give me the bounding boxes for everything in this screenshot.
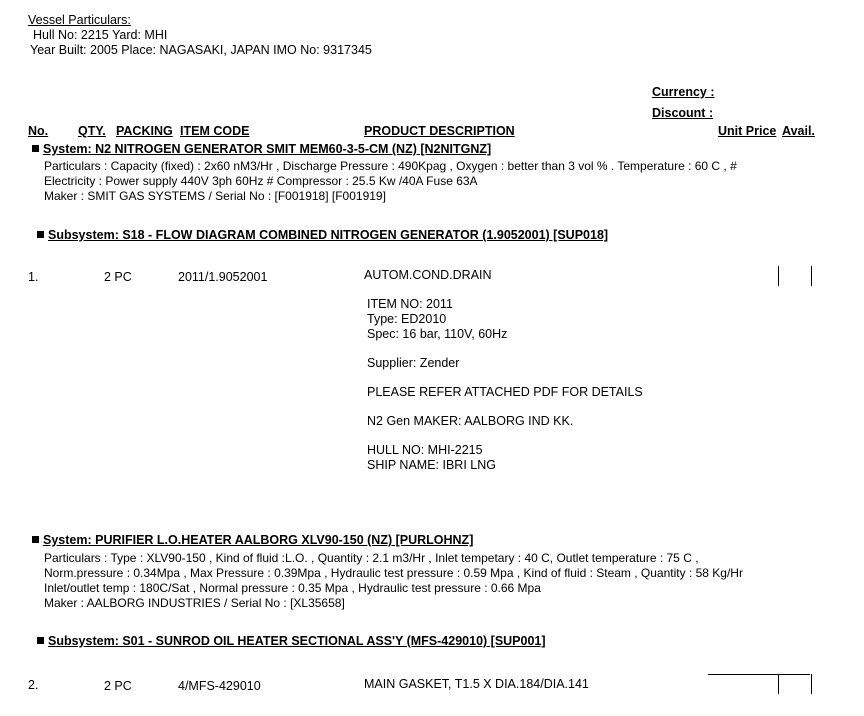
item-no: 2. xyxy=(28,678,39,692)
vessel-year-place-imo: Year Built: 2005 Place: NAGASAKI, JAPAN IMO No: 9317345 xyxy=(30,43,372,57)
bullet-icon xyxy=(32,536,39,543)
system-particulars xyxy=(44,159,737,204)
price-avail-box xyxy=(778,266,812,286)
item-code: 4/MFS-429010 xyxy=(178,679,261,693)
subsystem-title-text: Subsystem: S01 - SUNROD OIL HEATER SECTIONAL ASS'Y (MFS-429010) [SUP001] xyxy=(48,634,546,648)
particulars-line: Particulars : Type : XLV90-150 , Kind of fluid :L.O. , Quantity : 2.1 m3/Hr , Inlet tempetary : 40 C, Outlet temperature : 75 C , xyxy=(44,551,699,565)
col-product-description: PRODUCT DESCRIPTION xyxy=(364,124,515,138)
item-qty: 2 PC xyxy=(104,270,132,284)
col-item-code: ITEM CODE xyxy=(180,124,250,138)
particulars-line: Inlet/outlet temp : 180C/Sat , Normal pressure : 0.35 Mpa , Hydraulic test pressure : 0.66 Mpa xyxy=(44,581,541,595)
particulars-line: Norm.pressure : 0.34Mpa , Max Pressure : 0.39Mpa , Hydraulic test pressure : 0.59 Mpa , Kind of fluid : Steam , Quantity : 58 Kg/Hr xyxy=(44,566,743,580)
particulars-line: Electricity : Power supply 440V 3ph 60Hz # Compressor : 25.5 Kw /40A Fuse 63A xyxy=(44,174,478,188)
item-description: MAIN GASKET, T1.5 X DIA.184/DIA.141 xyxy=(364,677,589,691)
currency-label: Currency : xyxy=(652,85,715,99)
item-code: 2011/1.9052001 xyxy=(178,270,268,284)
detail-line: HULL NO: MHI-2215 xyxy=(367,443,483,457)
subsystem-title-text: Subsystem: S18 - FLOW DIAGRAM COMBINED NITROGEN GENERATOR (1.9052001) [SUP018] xyxy=(48,228,609,242)
item-details xyxy=(367,297,643,473)
detail-line: Type: ED2010 xyxy=(367,312,447,326)
bullet-icon xyxy=(37,231,44,238)
subsystem-title xyxy=(37,634,546,648)
system-title-text: System: PURIFIER L.O.HEATER AALBORG XLV90-150 (NZ) [PURLOHNZ] xyxy=(43,533,474,547)
bullet-icon xyxy=(37,637,44,644)
detail-line: ITEM NO: 2011 xyxy=(367,297,453,311)
detail-line: Spec: 16 bar, 110V, 60Hz xyxy=(367,327,508,341)
item-qty: 2 PC xyxy=(104,679,132,693)
detail-line: Supplier: Zender xyxy=(367,356,460,370)
col-qty: QTY. xyxy=(78,124,106,138)
particulars-line: Maker : AALBORG INDUSTRIES / Serial No : [XL35658] xyxy=(44,596,345,610)
subsystem-title xyxy=(37,228,608,242)
detail-line: SHIP NAME: IBRI LNG xyxy=(367,458,496,472)
particulars-line: Maker : SMIT GAS SYSTEMS / Serial No : [F001918] [F001919] xyxy=(44,189,386,203)
system-particulars xyxy=(44,551,743,611)
item-description: AUTOM.COND.DRAIN xyxy=(364,268,492,282)
price-avail-box xyxy=(778,674,812,694)
detail-line: PLEASE REFER ATTACHED PDF FOR DETAILS xyxy=(367,385,643,399)
vessel-hull-yard: Hull No: 2215 Yard: MHI xyxy=(33,28,168,42)
detail-line: N2 Gen MAKER: AALBORG IND KK. xyxy=(367,414,574,428)
bullet-icon xyxy=(32,145,39,152)
discount-label: Discount : xyxy=(652,106,714,120)
vessel-heading: Vessel Particulars: xyxy=(28,13,131,27)
system-title xyxy=(32,142,491,156)
particulars-line: Particulars : Capacity (fixed) : 2x60 nM3/Hr , Discharge Pressure : 490Kpag , Oxygen : better than 3 vol % . Temperature : 60 C , # xyxy=(44,159,737,173)
col-unit-price: Unit Price xyxy=(718,124,777,138)
col-packing: PACKING xyxy=(116,124,173,138)
col-avail: Avail. xyxy=(782,124,815,138)
system-title-text: System: N2 NITROGEN GENERATOR SMIT MEM60-3-5-CM (NZ) [N2NITGNZ] xyxy=(43,142,492,156)
item-no: 1. xyxy=(28,270,39,284)
system-title xyxy=(32,533,473,547)
col-no: No. xyxy=(28,124,49,138)
